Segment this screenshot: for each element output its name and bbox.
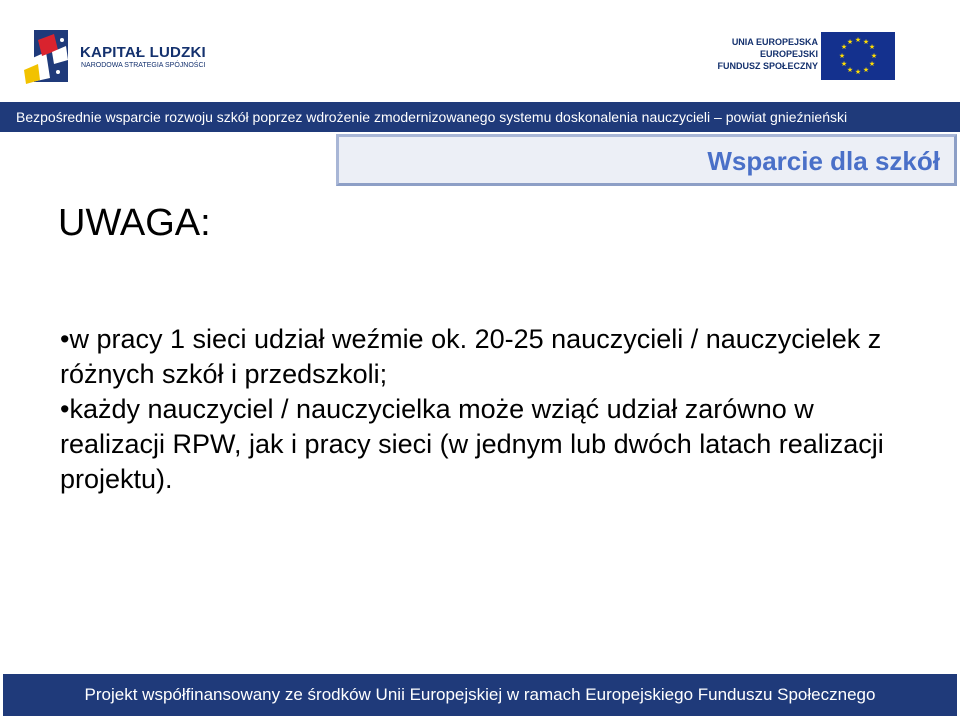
eu-logo — [718, 28, 898, 84]
svg-text:★: ★ — [862, 38, 870, 46]
eu-line-1: UNIA EUROPEJSKA — [731, 37, 818, 47]
svg-text:★: ★ — [846, 38, 854, 46]
project-title-bar — [0, 102, 960, 132]
svg-text:★: ★ — [854, 36, 862, 44]
section-label: Wsparcie dla szkół — [707, 146, 940, 176]
svg-text:★: ★ — [862, 66, 870, 74]
project-title: Bezpośrednie wsparcie rozwoju szkół poprzez wdrożenie zmodernizowanego systemu doskonalenia nauczycieli – powiat gnieźnieński — [16, 109, 848, 125]
svg-text:★: ★ — [868, 60, 876, 68]
slide-body — [60, 322, 920, 497]
section-label-box — [336, 134, 957, 186]
svg-text:★: ★ — [838, 52, 846, 60]
bullet-item: •każdy nauczyciel / nauczycielka może wziąć udział zarówno w realizacji RPW, jak i pracy sieci (w jednym lub dwóch latach realizacji projektu). — [60, 394, 884, 494]
kapital-ludzki-subtitle: NARODOWA STRATEGIA SPÓJNOŚCI — [81, 62, 206, 69]
footer-bar — [3, 674, 957, 716]
eu-flag-icon — [821, 32, 895, 80]
bullet-item: •w pracy 1 sieci udział weźmie ok. 20-25 nauczycieli / nauczycielek z różnych szkół i przedszkoli; — [60, 324, 882, 389]
svg-text:★: ★ — [868, 43, 876, 51]
footer-text: Projekt współfinansowany ze środków Unii Europejskiej w ramach Europejskiego Funduszu Społecznego — [84, 685, 876, 704]
kapital-ludzki-title: KAPITAŁ LUDZKI — [80, 44, 206, 61]
svg-text:★: ★ — [854, 68, 862, 76]
svg-text:★: ★ — [840, 43, 848, 51]
slide-heading: UWAGA: — [58, 202, 211, 244]
kapital-ludzki-logo — [24, 18, 234, 98]
kapital-ludzki-emblem-icon — [24, 30, 72, 86]
svg-text:★: ★ — [840, 60, 848, 68]
eu-logo-text — [717, 36, 818, 72]
eu-line-2: EUROPEJSKI — [759, 49, 818, 59]
svg-text:★: ★ — [846, 66, 854, 74]
svg-text:★: ★ — [870, 52, 878, 60]
eu-line-3: FUNDUSZ SPOŁECZNY — [717, 61, 818, 71]
